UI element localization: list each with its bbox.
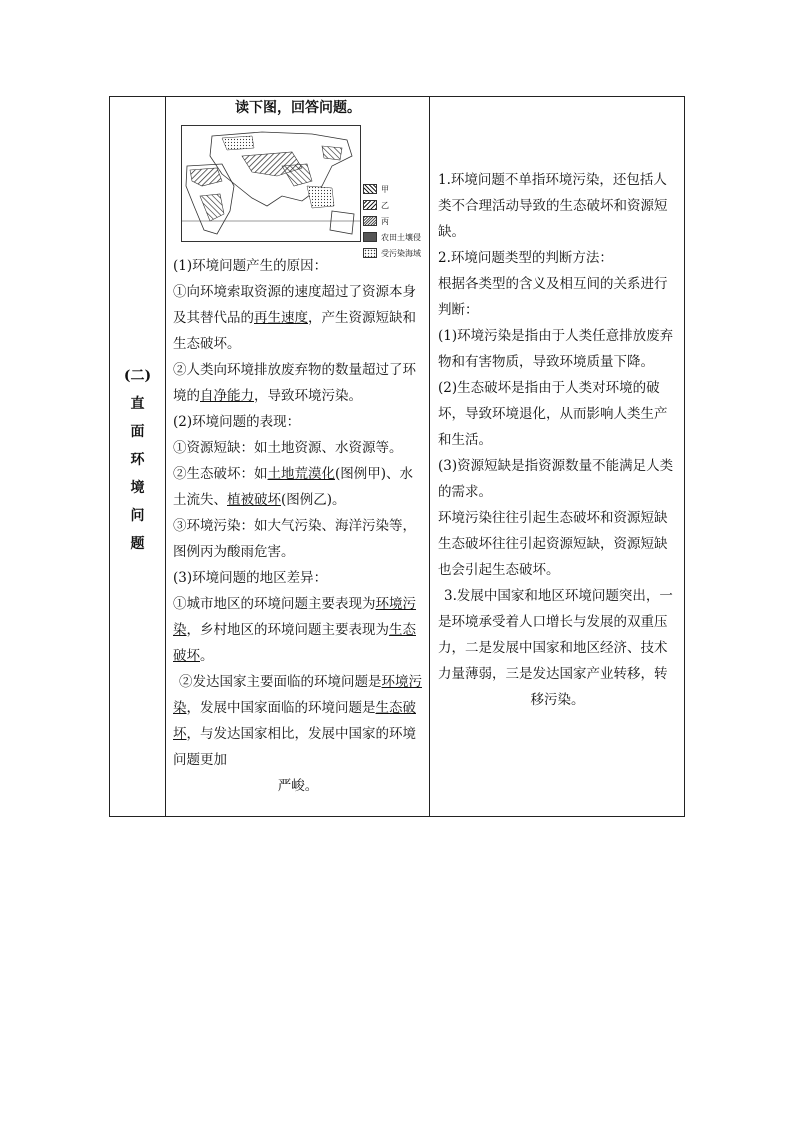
legend-swatch	[363, 248, 377, 258]
world-map	[181, 125, 361, 242]
legend-item: 农田土壤侵	[363, 229, 429, 245]
note-8: 3.发展中国家和地区环境问题突出，一是环境承受着人口增长与发展的双重压力，二是发展中国家和地区经济、技术力量薄弱，三是发达国家产业转移，转	[438, 588, 673, 682]
section-number: (二)	[123, 368, 152, 384]
legend-swatch	[363, 216, 377, 226]
section-char: 环	[130, 452, 145, 468]
map-figure	[173, 125, 423, 258]
note-5: (2)生态破坏是指由于人类对环境的破坏，导致环境退化，从而影响人类生产和生活。	[438, 380, 668, 448]
section-char: 直	[130, 396, 145, 412]
cause-2: ②人类向环境排放废弃物的数量超过了环境的自净能力，导致环境污染。	[173, 362, 416, 404]
note-6: (3)资源短缺是指资源数量不能满足人类的需求。	[438, 458, 674, 500]
section-column	[110, 97, 165, 816]
legend-item: 乙	[363, 197, 429, 213]
legend-item: 受污染海域	[363, 245, 429, 261]
cause-heading: (1)环境问题产生的原因：	[173, 258, 328, 274]
legend-item: 甲	[363, 181, 429, 197]
map-legend	[363, 181, 429, 261]
section-char: 面	[130, 424, 145, 440]
show-2: ②生态破坏：如土地荒漠化(图例甲)、水土流失、植被破坏(图例乙)。	[173, 466, 414, 508]
region-heading: (3)环境问题的地区差异：	[173, 570, 328, 586]
show-heading: (2)环境问题的表现：	[173, 414, 301, 430]
show-1: ①资源短缺：如土地资源、水资源等。	[173, 440, 403, 456]
section-char: 问	[130, 508, 145, 524]
cause-1: ①向环境索取资源的速度超过了资源本身及其替代品的再生速度，产生资源短缺和生态破坏。	[173, 284, 416, 352]
note-4: (1)环境污染是指由于人类任意排放废弃物和有害物质，导致环境质量下降。	[438, 328, 674, 370]
legend-swatch	[363, 200, 377, 210]
legend-swatch	[363, 232, 377, 242]
note-7: 环境污染往往引起生态破坏和资源短缺生态破坏往往引起资源短缺，资源短缺也会引起生态破坏。	[438, 510, 668, 578]
note-3: 根据各类型的含义及相互间的关系进行判断：	[438, 276, 668, 318]
section-label	[110, 362, 165, 558]
middle-column	[166, 97, 429, 816]
section-char: 境	[130, 480, 145, 496]
note-8-end: 移污染。	[530, 692, 585, 708]
legend-item: 丙	[363, 213, 429, 229]
content-table	[109, 96, 685, 817]
note-1: 1.环境问题不单指环境污染，还包括人类不合理活动导致的生态破坏和资源短缺。	[438, 172, 668, 240]
region-1: ①城市地区的环境问题主要表现为环境污染，乡村地区的环境问题主要表现为生态破坏。	[173, 596, 416, 664]
region-2-end: 严峻。	[277, 778, 319, 794]
region-2: ②发达国家主要面临的环境问题是环境污染，发展中国家面临的环境问题是生态破坏，与发达国家相比，发展中国家的环境问题更加	[173, 674, 422, 768]
right-column	[430, 97, 685, 816]
section-char: 题	[130, 536, 145, 552]
show-3: ③环境污染：如大气污染、海洋污染等，图例丙为酸雨危害。	[173, 518, 416, 560]
legend-swatch	[363, 184, 377, 194]
map-prompt: 读下图，回答问题。	[235, 100, 361, 116]
note-2: 2.环境问题类型的判断方法：	[438, 250, 613, 266]
